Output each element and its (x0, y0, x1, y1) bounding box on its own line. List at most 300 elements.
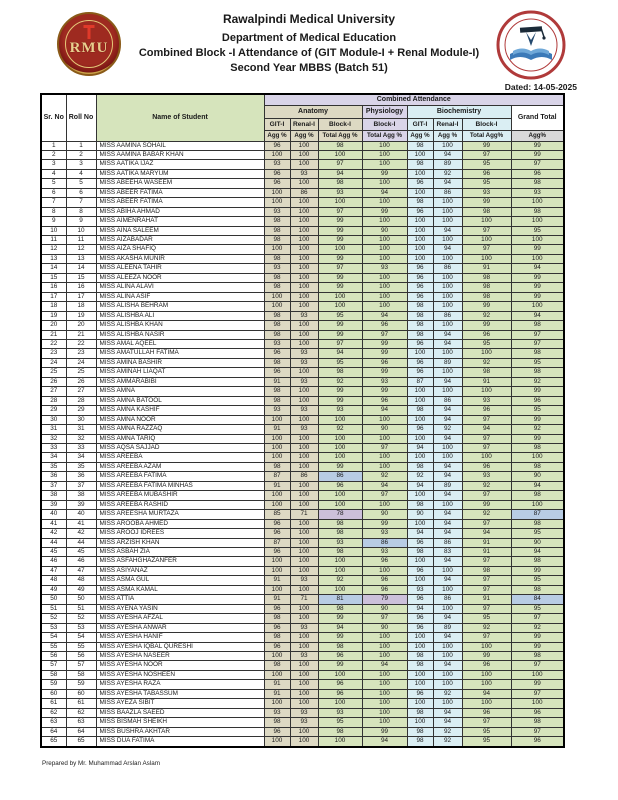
anatomy-renal-cell: 100 (290, 585, 318, 594)
roll-no-cell: 17 (66, 292, 96, 301)
medical-staff-icon (88, 25, 91, 39)
physiology-block-total-cell: 100 (362, 217, 407, 226)
table-row (41, 358, 564, 367)
anatomy-git-cell: 100 (264, 491, 290, 500)
roll-no-cell: 20 (66, 321, 96, 330)
roll-no-cell: 23 (66, 349, 96, 358)
physiology-block-total-cell: 94 (362, 406, 407, 415)
anatomy-git-cell: 100 (264, 500, 290, 509)
roll-no-cell: 34 (66, 453, 96, 462)
biochem-block-total-cell: 94 (462, 529, 511, 538)
student-name-cell: MISS AYESHA AFZAL (96, 614, 264, 623)
anatomy-renal-cell: 100 (290, 179, 318, 188)
table-row (41, 547, 564, 556)
student-name-cell: MISS AMINA BASHIR (96, 358, 264, 367)
biochem-block-total-cell: 99 (462, 651, 511, 660)
biochem-renal-cell: 100 (433, 670, 462, 679)
sr-no-cell: 26 (41, 377, 66, 386)
col-header-anatomy-block: Block-I (318, 118, 362, 130)
physiology-block-total-cell: 93 (362, 547, 407, 556)
grand-total-cell: 87 (511, 510, 564, 519)
anatomy-block-total-cell: 97 (318, 340, 362, 349)
physiology-block-total-cell: 97 (362, 330, 407, 339)
grand-total-cell: 99 (511, 633, 564, 642)
anatomy-block-total-cell: 99 (318, 387, 362, 396)
biochem-renal-cell: 86 (433, 595, 462, 604)
anatomy-git-cell: 98 (264, 396, 290, 405)
col-header-anatomy: Anatomy (264, 105, 362, 118)
student-name-cell: MISS AREESHA MURTAZA (96, 510, 264, 519)
table-row (41, 150, 564, 159)
sr-no-cell: 27 (41, 387, 66, 396)
anatomy-block-total-cell: 98 (318, 547, 362, 556)
grand-total-cell: 95 (511, 358, 564, 367)
student-name-cell: MISS ALINA ALAVI (96, 283, 264, 292)
roll-no-cell: 21 (66, 330, 96, 339)
roll-no-cell: 63 (66, 718, 96, 727)
biochem-renal-cell: 100 (433, 198, 462, 207)
biochem-block-total-cell: 96 (462, 462, 511, 471)
roll-no-cell: 32 (66, 434, 96, 443)
sr-no-cell: 42 (41, 529, 66, 538)
roll-no-cell: 64 (66, 727, 96, 736)
anatomy-git-cell: 98 (264, 283, 290, 292)
biochem-renal-cell: 100 (433, 387, 462, 396)
roll-no-cell: 5 (66, 179, 96, 188)
anatomy-renal-cell: 93 (290, 708, 318, 717)
biochem-git-cell: 98 (407, 406, 433, 415)
table-row (41, 453, 564, 462)
grand-total-cell: 98 (511, 462, 564, 471)
grand-total-cell: 99 (511, 642, 564, 651)
biochem-git-cell: 98 (407, 651, 433, 660)
sr-no-cell: 23 (41, 349, 66, 358)
grand-total-cell: 90 (511, 472, 564, 481)
physiology-block-total-cell: 93 (362, 377, 407, 386)
anatomy-git-cell: 96 (264, 519, 290, 528)
biochem-renal-cell: 94 (433, 150, 462, 159)
roll-no-cell: 60 (66, 689, 96, 698)
roll-no-cell: 3 (66, 160, 96, 169)
grand-total-cell: 99 (511, 680, 564, 689)
grand-total-cell: 98 (511, 444, 564, 453)
anatomy-block-total-cell: 96 (318, 651, 362, 660)
anatomy-git-cell: 93 (264, 264, 290, 273)
table-row (41, 727, 564, 736)
biochem-git-cell: 100 (407, 718, 433, 727)
anatomy-git-cell: 96 (264, 529, 290, 538)
sr-no-cell: 39 (41, 500, 66, 509)
anatomy-git-cell: 93 (264, 340, 290, 349)
biochem-block-total-cell: 100 (462, 699, 511, 708)
biochem-renal-cell: 92 (433, 425, 462, 434)
anatomy-renal-cell: 100 (290, 614, 318, 623)
grand-total-cell: 94 (511, 547, 564, 556)
physiology-block-total-cell: 94 (362, 737, 407, 747)
grand-total-cell: 97 (511, 727, 564, 736)
anatomy-git-cell: 98 (264, 311, 290, 320)
roll-no-cell: 54 (66, 633, 96, 642)
biochem-renal-cell: 94 (433, 557, 462, 566)
sr-no-cell: 59 (41, 680, 66, 689)
anatomy-renal-cell: 100 (290, 198, 318, 207)
sr-no-cell: 30 (41, 415, 66, 424)
student-name-cell: MISS BAAZLA SAEED (96, 708, 264, 717)
grand-total-cell: 92 (511, 377, 564, 386)
grand-total-cell: 100 (511, 699, 564, 708)
grand-total-cell: 97 (511, 614, 564, 623)
biochem-block-total-cell: 98 (462, 368, 511, 377)
anatomy-block-total-cell: 100 (318, 500, 362, 509)
roll-no-cell: 36 (66, 472, 96, 481)
biochem-block-total-cell: 96 (462, 169, 511, 178)
biochem-git-cell: 98 (407, 141, 433, 150)
table-row (41, 566, 564, 575)
table-row (41, 500, 564, 509)
biochem-block-total-cell: 99 (462, 141, 511, 150)
biochem-git-cell: 87 (407, 377, 433, 386)
anatomy-git-cell: 98 (264, 226, 290, 235)
attendance-table (40, 93, 565, 748)
biochem-renal-cell: 100 (433, 236, 462, 245)
dme-seal-graphic (496, 10, 566, 80)
sr-no-cell: 10 (41, 226, 66, 235)
grand-total-cell: 97 (511, 160, 564, 169)
anatomy-block-total-cell: 100 (318, 150, 362, 159)
sr-no-cell: 36 (41, 472, 66, 481)
biochem-git-cell: 100 (407, 633, 433, 642)
biochem-block-total-cell: 91 (462, 264, 511, 273)
table-row (41, 425, 564, 434)
physiology-block-total-cell: 99 (362, 727, 407, 736)
biochem-block-total-cell: 100 (462, 387, 511, 396)
biochem-renal-cell: 94 (433, 529, 462, 538)
biochem-git-cell: 100 (407, 387, 433, 396)
biochem-renal-cell: 100 (433, 651, 462, 660)
student-name-cell: MISS AREEBA FATIMA MINHAS (96, 481, 264, 490)
physiology-block-total-cell: 86 (362, 538, 407, 547)
table-row (41, 160, 564, 169)
physiology-block-total-cell: 100 (362, 198, 407, 207)
biochem-git-cell: 96 (407, 425, 433, 434)
physiology-block-total-cell: 100 (362, 141, 407, 150)
roll-no-cell: 1 (66, 141, 96, 150)
anatomy-git-cell: 98 (264, 633, 290, 642)
grand-total-cell: 95 (511, 226, 564, 235)
table-row (41, 661, 564, 670)
student-name-cell: MISS ARZISH KHAN (96, 538, 264, 547)
student-name-cell: MISS AYESHA NASEER (96, 651, 264, 660)
anatomy-block-total-cell: 98 (318, 519, 362, 528)
sr-no-cell: 41 (41, 519, 66, 528)
student-name-cell: MISS ASIYANAZ (96, 566, 264, 575)
sr-no-cell: 29 (41, 406, 66, 415)
biochem-renal-cell: 100 (433, 217, 462, 226)
biochem-git-cell: 100 (407, 680, 433, 689)
anatomy-renal-cell: 100 (290, 387, 318, 396)
roll-no-cell: 56 (66, 651, 96, 660)
biochem-renal-cell: 86 (433, 311, 462, 320)
grand-total-cell: 93 (511, 188, 564, 197)
table-row (41, 302, 564, 311)
biochem-git-cell: 96 (407, 566, 433, 575)
anatomy-git-cell: 100 (264, 585, 290, 594)
physiology-block-total-cell: 100 (362, 699, 407, 708)
sr-no-cell: 52 (41, 614, 66, 623)
anatomy-renal-cell: 100 (290, 529, 318, 538)
biochem-block-total-cell: 91 (462, 377, 511, 386)
table-row (41, 689, 564, 698)
student-name-cell: MISS BISMAH SHEIKH (96, 718, 264, 727)
physiology-block-total-cell: 100 (362, 179, 407, 188)
anatomy-git-cell: 100 (264, 292, 290, 301)
document-title: Combined Block -I Attendance of (GIT Module-I + Renal Module-I) (138, 47, 480, 59)
biochem-block-total-cell: 95 (462, 614, 511, 623)
grand-total-cell: 96 (511, 737, 564, 747)
physiology-block-total-cell: 99 (362, 519, 407, 528)
table-row (41, 708, 564, 717)
anatomy-renal-cell: 100 (290, 396, 318, 405)
sr-no-cell: 25 (41, 368, 66, 377)
sr-no-cell: 54 (41, 633, 66, 642)
table-row (41, 226, 564, 235)
grand-total-cell: 100 (511, 198, 564, 207)
biochem-renal-cell: 100 (433, 283, 462, 292)
anatomy-block-total-cell: 99 (318, 236, 362, 245)
grand-total-cell: 95 (511, 406, 564, 415)
student-name-cell: MISS AYESHA NOSHEEN (96, 670, 264, 679)
anatomy-block-total-cell: 93 (318, 708, 362, 717)
student-name-cell: MISS ALISHBA NASIR (96, 330, 264, 339)
table-row (41, 604, 564, 613)
student-name-cell: MISS AYESHA TABASSUM (96, 689, 264, 698)
physiology-block-total-cell: 92 (362, 472, 407, 481)
biochem-block-total-cell: 92 (462, 481, 511, 490)
physiology-block-total-cell: 100 (362, 283, 407, 292)
biochem-renal-cell: 100 (433, 207, 462, 216)
biochem-renal-cell: 100 (433, 292, 462, 301)
physiology-block-total-cell: 100 (362, 236, 407, 245)
anatomy-renal-cell: 100 (290, 557, 318, 566)
biochem-block-total-cell: 99 (462, 198, 511, 207)
biochem-block-total-cell: 97 (462, 633, 511, 642)
roll-no-cell: 41 (66, 519, 96, 528)
anatomy-renal-cell: 100 (290, 481, 318, 490)
grand-total-cell: 92 (511, 425, 564, 434)
biochem-git-cell: 98 (407, 330, 433, 339)
roll-no-cell: 11 (66, 236, 96, 245)
student-name-cell: MISS ATTIA (96, 595, 264, 604)
biochem-block-total-cell: 97 (462, 718, 511, 727)
roll-no-cell: 22 (66, 340, 96, 349)
student-name-cell: MISS AAMINA BABAR KHAN (96, 150, 264, 159)
table-row (41, 491, 564, 500)
biochem-renal-cell: 89 (433, 481, 462, 490)
biochem-block-total-cell: 93 (462, 188, 511, 197)
biochem-git-cell: 100 (407, 169, 433, 178)
col-header-roll-no: Roll No (66, 94, 96, 141)
table-row (41, 349, 564, 358)
anatomy-git-cell: 96 (264, 623, 290, 632)
anatomy-git-cell: 91 (264, 689, 290, 698)
col-header-sr-no: Sr. No (41, 94, 66, 141)
anatomy-git-cell: 96 (264, 368, 290, 377)
agg-header-anatomy-renal: Agg % (290, 130, 318, 141)
student-name-cell: MISS AROOJ IDREES (96, 529, 264, 538)
biochem-renal-cell: 94 (433, 718, 462, 727)
col-header-name: Name of Student (96, 94, 264, 141)
physiology-block-total-cell: 96 (362, 321, 407, 330)
roll-no-cell: 27 (66, 387, 96, 396)
roll-no-cell: 14 (66, 264, 96, 273)
biochem-block-total-cell: 97 (462, 226, 511, 235)
table-row (41, 311, 564, 320)
anatomy-renal-cell: 93 (290, 349, 318, 358)
anatomy-git-cell: 98 (264, 614, 290, 623)
biochem-renal-cell: 100 (433, 453, 462, 462)
physiology-block-total-cell: 93 (362, 529, 407, 538)
grand-total-cell: 100 (511, 500, 564, 509)
biochem-renal-cell: 100 (433, 585, 462, 594)
physiology-block-total-cell: 97 (362, 491, 407, 500)
anatomy-git-cell: 98 (264, 330, 290, 339)
biochem-block-total-cell: 95 (462, 340, 511, 349)
student-name-cell: MISS ALINA ASIF (96, 292, 264, 301)
anatomy-git-cell: 96 (264, 169, 290, 178)
anatomy-git-cell: 98 (264, 321, 290, 330)
biochem-renal-cell: 100 (433, 273, 462, 282)
biochem-git-cell: 96 (407, 207, 433, 216)
anatomy-renal-cell: 100 (290, 519, 318, 528)
student-name-cell: MISS AQSA SAJJAD (96, 444, 264, 453)
anatomy-renal-cell: 100 (290, 699, 318, 708)
anatomy-renal-cell: 100 (290, 633, 318, 642)
biochem-git-cell: 96 (407, 614, 433, 623)
anatomy-renal-cell: 100 (290, 727, 318, 736)
anatomy-git-cell: 100 (264, 557, 290, 566)
physiology-block-total-cell: 99 (362, 169, 407, 178)
grand-total-cell: 98 (511, 585, 564, 594)
biochem-block-total-cell: 100 (462, 349, 511, 358)
anatomy-block-total-cell: 100 (318, 245, 362, 254)
biochem-git-cell: 92 (407, 472, 433, 481)
anatomy-git-cell: 87 (264, 472, 290, 481)
roll-no-cell: 6 (66, 188, 96, 197)
biochem-git-cell: 100 (407, 453, 433, 462)
sr-no-cell: 47 (41, 566, 66, 575)
table-row (41, 699, 564, 708)
biochem-block-total-cell: 98 (462, 273, 511, 282)
anatomy-git-cell: 91 (264, 576, 290, 585)
grand-total-cell: 98 (511, 321, 564, 330)
biochem-renal-cell: 94 (433, 472, 462, 481)
biochem-renal-cell: 94 (433, 340, 462, 349)
physiology-block-total-cell: 100 (362, 273, 407, 282)
sr-no-cell: 57 (41, 661, 66, 670)
anatomy-git-cell: 100 (264, 415, 290, 424)
grand-total-cell: 96 (511, 708, 564, 717)
physiology-block-total-cell: 99 (362, 368, 407, 377)
anatomy-git-cell: 100 (264, 188, 290, 197)
roll-no-cell: 61 (66, 699, 96, 708)
student-name-cell: MISS AYESHA NOOR (96, 661, 264, 670)
anatomy-block-total-cell: 99 (318, 226, 362, 235)
grand-total-cell: 92 (511, 623, 564, 632)
biochem-git-cell: 100 (407, 254, 433, 263)
anatomy-git-cell: 100 (264, 302, 290, 311)
biochem-renal-cell: 89 (433, 358, 462, 367)
student-name-cell: MISS AKASHA MUNIR (96, 254, 264, 263)
student-name-cell: MISS AYESHA RAZA (96, 680, 264, 689)
anatomy-git-cell: 100 (264, 651, 290, 660)
roll-no-cell: 59 (66, 680, 96, 689)
table-row (41, 718, 564, 727)
biochem-renal-cell: 83 (433, 547, 462, 556)
grand-total-cell: 98 (511, 718, 564, 727)
table-row (41, 330, 564, 339)
biochem-block-total-cell: 99 (462, 321, 511, 330)
roll-no-cell: 13 (66, 254, 96, 263)
physiology-block-total-cell: 100 (362, 708, 407, 717)
table-row (41, 283, 564, 292)
anatomy-renal-cell: 93 (290, 718, 318, 727)
anatomy-renal-cell: 86 (290, 188, 318, 197)
biochem-git-cell: 96 (407, 623, 433, 632)
university-name: Rawalpindi Medical University (222, 12, 396, 26)
sr-no-cell: 31 (41, 425, 66, 434)
anatomy-block-total-cell: 100 (318, 737, 362, 747)
anatomy-renal-cell: 100 (290, 321, 318, 330)
biochem-renal-cell: 100 (433, 254, 462, 263)
anatomy-block-total-cell: 99 (318, 661, 362, 670)
physiology-block-total-cell: 94 (362, 661, 407, 670)
roll-no-cell: 19 (66, 311, 96, 320)
biochem-block-total-cell: 95 (462, 727, 511, 736)
table-row (41, 623, 564, 632)
agg-header-biochem-git: Agg % (407, 130, 433, 141)
biochem-renal-cell: 100 (433, 444, 462, 453)
biochem-git-cell: 100 (407, 349, 433, 358)
roll-no-cell: 57 (66, 661, 96, 670)
anatomy-git-cell: 100 (264, 245, 290, 254)
biochem-renal-cell: 92 (433, 737, 462, 747)
anatomy-block-total-cell: 93 (318, 406, 362, 415)
student-name-cell: MISS AYESHA IQBAL QURESHI (96, 642, 264, 651)
biochem-renal-cell: 100 (433, 302, 462, 311)
anatomy-renal-cell: 71 (290, 510, 318, 519)
biochem-git-cell: 96 (407, 689, 433, 698)
biochem-git-cell: 96 (407, 179, 433, 188)
grand-total-cell: 84 (511, 595, 564, 604)
anatomy-renal-cell: 100 (290, 453, 318, 462)
biochem-block-total-cell: 100 (462, 642, 511, 651)
physiology-block-total-cell: 94 (362, 481, 407, 490)
letterhead (0, 10, 618, 82)
physiology-block-total-cell: 90 (362, 226, 407, 235)
biochem-renal-cell: 100 (433, 349, 462, 358)
biochem-renal-cell: 100 (433, 566, 462, 575)
anatomy-block-total-cell: 78 (318, 510, 362, 519)
anatomy-renal-cell: 100 (290, 415, 318, 424)
biochem-renal-cell: 100 (433, 642, 462, 651)
anatomy-block-total-cell: 98 (318, 179, 362, 188)
biochem-git-cell: 100 (407, 557, 433, 566)
biochem-renal-cell: 100 (433, 141, 462, 150)
anatomy-block-total-cell: 99 (318, 330, 362, 339)
roll-no-cell: 35 (66, 462, 96, 471)
anatomy-renal-cell: 93 (290, 311, 318, 320)
prepared-by-note: Prepared by Mr. Muhammad Arslan Aslam (42, 760, 160, 767)
